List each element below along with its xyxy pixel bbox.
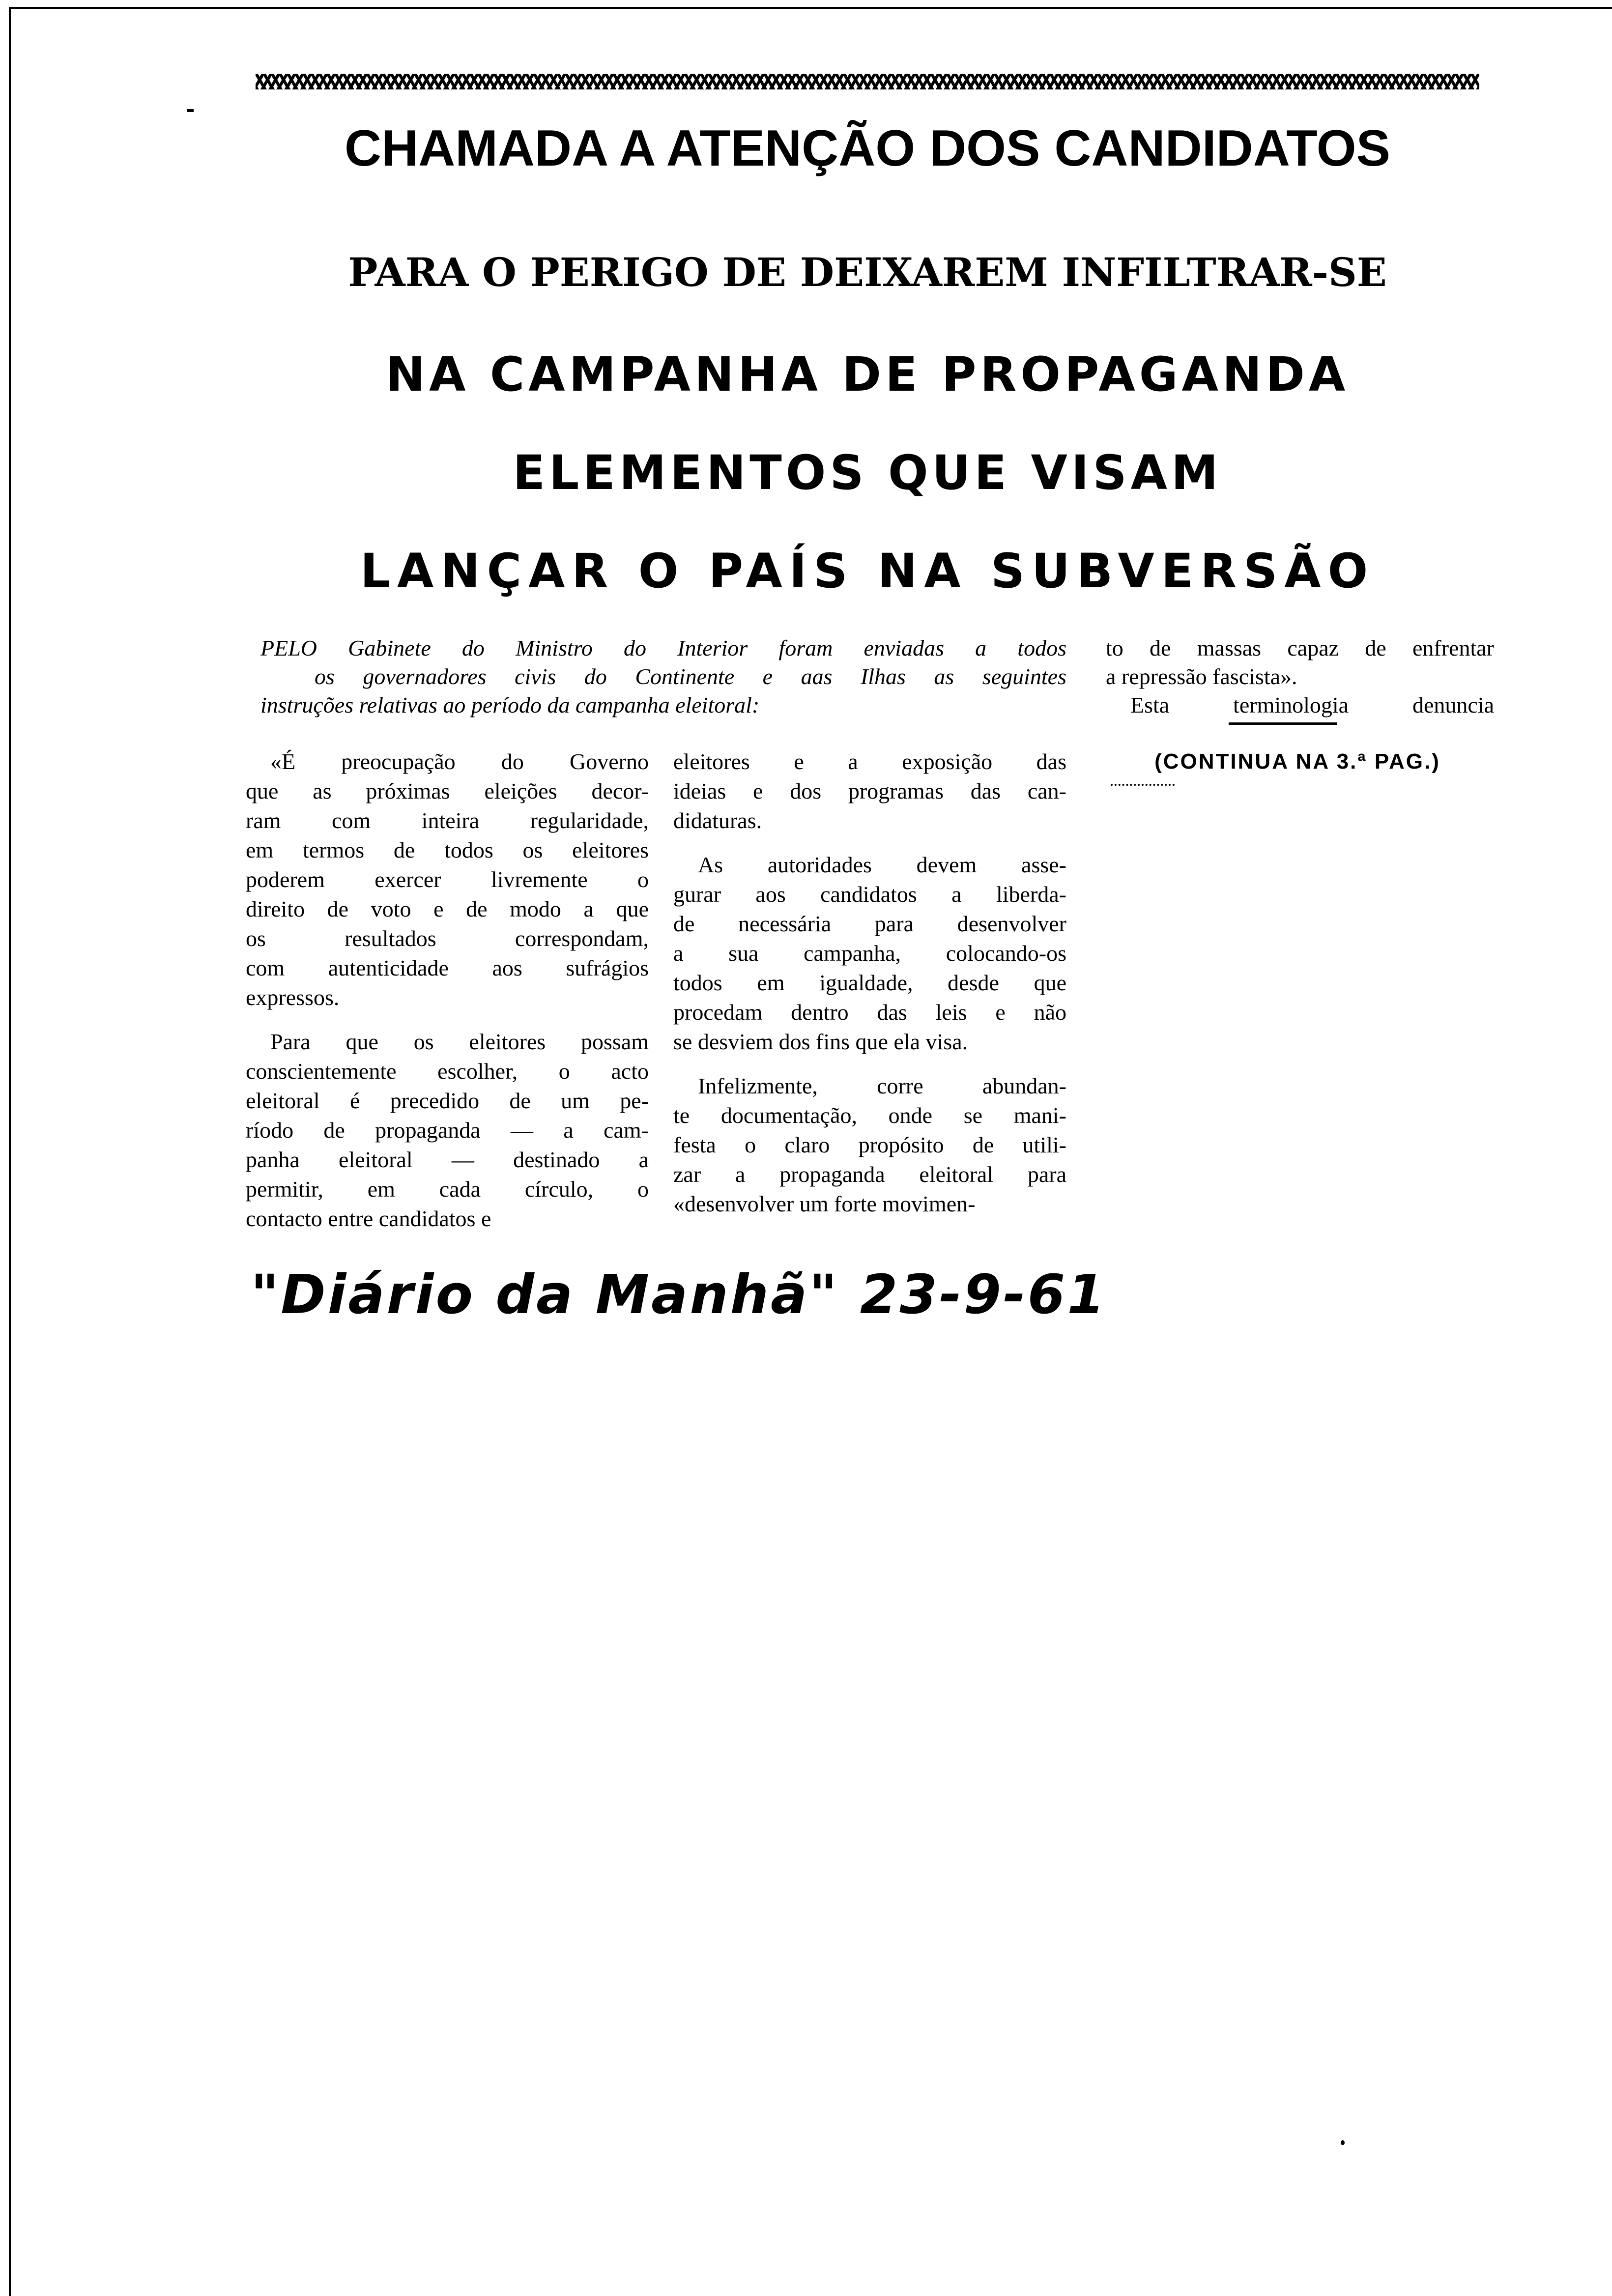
headline-line-4: ELEMENTOS QUE VISAM [513,445,1222,500]
column-2 [673,747,1066,1219]
scan-mark [187,109,194,112]
column-1-line: que as próximas eleições decor- [246,778,649,804]
page-border-left [9,7,11,2296]
column-2-line: gurar aos candidatos a liberda- [673,882,1066,907]
handwritten-source-note: "Diário da Manhã" 23-9-61 [251,1263,1107,1326]
column-1-line: eleitoral é precedido de um pe- [246,1088,649,1113]
column-1-line: Para que os eleitores possam [270,1029,649,1054]
headline-line-2: PARA O PERIGO DE DEIXAREM INFILTRAR-SE [348,249,1387,295]
column-1-line: direito de voto e de modo a que [246,896,649,921]
column-2-line: «desenvolver um forte movimen- [673,1191,976,1216]
column-2-line: todos em igualdade, desde que [673,970,1066,995]
continued-note: (CONTINUA NA 3.ª PAG.) [1154,749,1440,774]
column-1-line: contacto entre candidatos e [246,1206,491,1231]
intro-paragraph [260,634,1066,719]
column-3-line: to de massas capaz de enfrentar [1106,635,1494,660]
decorative-zigzag-rule [256,74,1479,89]
page-border-top [9,7,1612,9]
column-1-line: expressos. [246,985,340,1010]
column-3-line: Esta terminologia denuncia [1130,692,1494,718]
paragraph-gap [673,835,1066,850]
column-2-line: de necessária para desenvolver [673,911,1066,936]
headline-line-5: LANÇAR O PAÍS NA SUBVERSÃO [360,544,1375,599]
scan-speck [1341,2140,1345,2145]
column-2-line: procedam dentro das leis e não [673,1000,1066,1025]
column-2-line: festa o claro propósito de utili- [673,1132,1066,1157]
column-1 [246,747,649,1234]
column-1-line: «É preocupação do Governo [270,749,649,774]
column-3 [1106,634,1494,719]
column-1-line: panha eleitoral — destinado a [246,1147,649,1172]
column-1-line: conscientemente escolher, o acto [246,1059,649,1084]
divider-rule [1229,722,1337,725]
column-2-line: As autoridades devem asse- [698,852,1066,877]
column-1-line: com autenticidade aos sufrágios [246,955,649,980]
headline-line-1: CHAMADA A ATENÇÃO DOS CANDIDATOS [344,120,1391,177]
column-1-line: poderem exercer livremente o [246,867,649,892]
paragraph-gap [246,1012,649,1027]
column-1-line: ram com inteira regularidade, [246,808,649,833]
column-3-line: a repressão fascista». [1106,664,1297,689]
headline-line-3: NA CAMPANHA DE PROPAGANDA [385,347,1350,402]
column-2-line: a sua campanha, colocando-os [673,941,1066,966]
column-2-line: te documentação, onde se mani- [673,1103,1066,1128]
column-1-line: os resultados correspondam, [246,926,649,951]
intro-line: PELO Gabinete do Ministro do Interior foram enviadas a todos [260,635,1066,660]
column-2-line: se desviem dos fins que ela visa. [673,1029,968,1054]
column-2-line: ideias e dos programas das can- [673,778,1066,804]
intro-line: os governadores civis do Continente e aas Ilhas as seguintes [315,664,1066,689]
paragraph-gap [673,1057,1066,1071]
column-2-line: didaturas. [673,808,762,833]
column-2-line: eleitores e a exposição das [673,749,1066,774]
column-1-line: permitir, em cada círculo, o [246,1177,649,1202]
dotted-rule [1111,784,1175,786]
column-1-line: ríodo de propaganda — a cam- [246,1118,649,1143]
intro-line: instruções relativas ao período da campanha eleitoral: [260,692,760,718]
column-1-line: em termos de todos os eleitores [246,837,649,862]
column-2-line: zar a propaganda eleitoral para [673,1162,1066,1187]
column-2-line: Infelizmente, corre abundan- [698,1073,1066,1098]
